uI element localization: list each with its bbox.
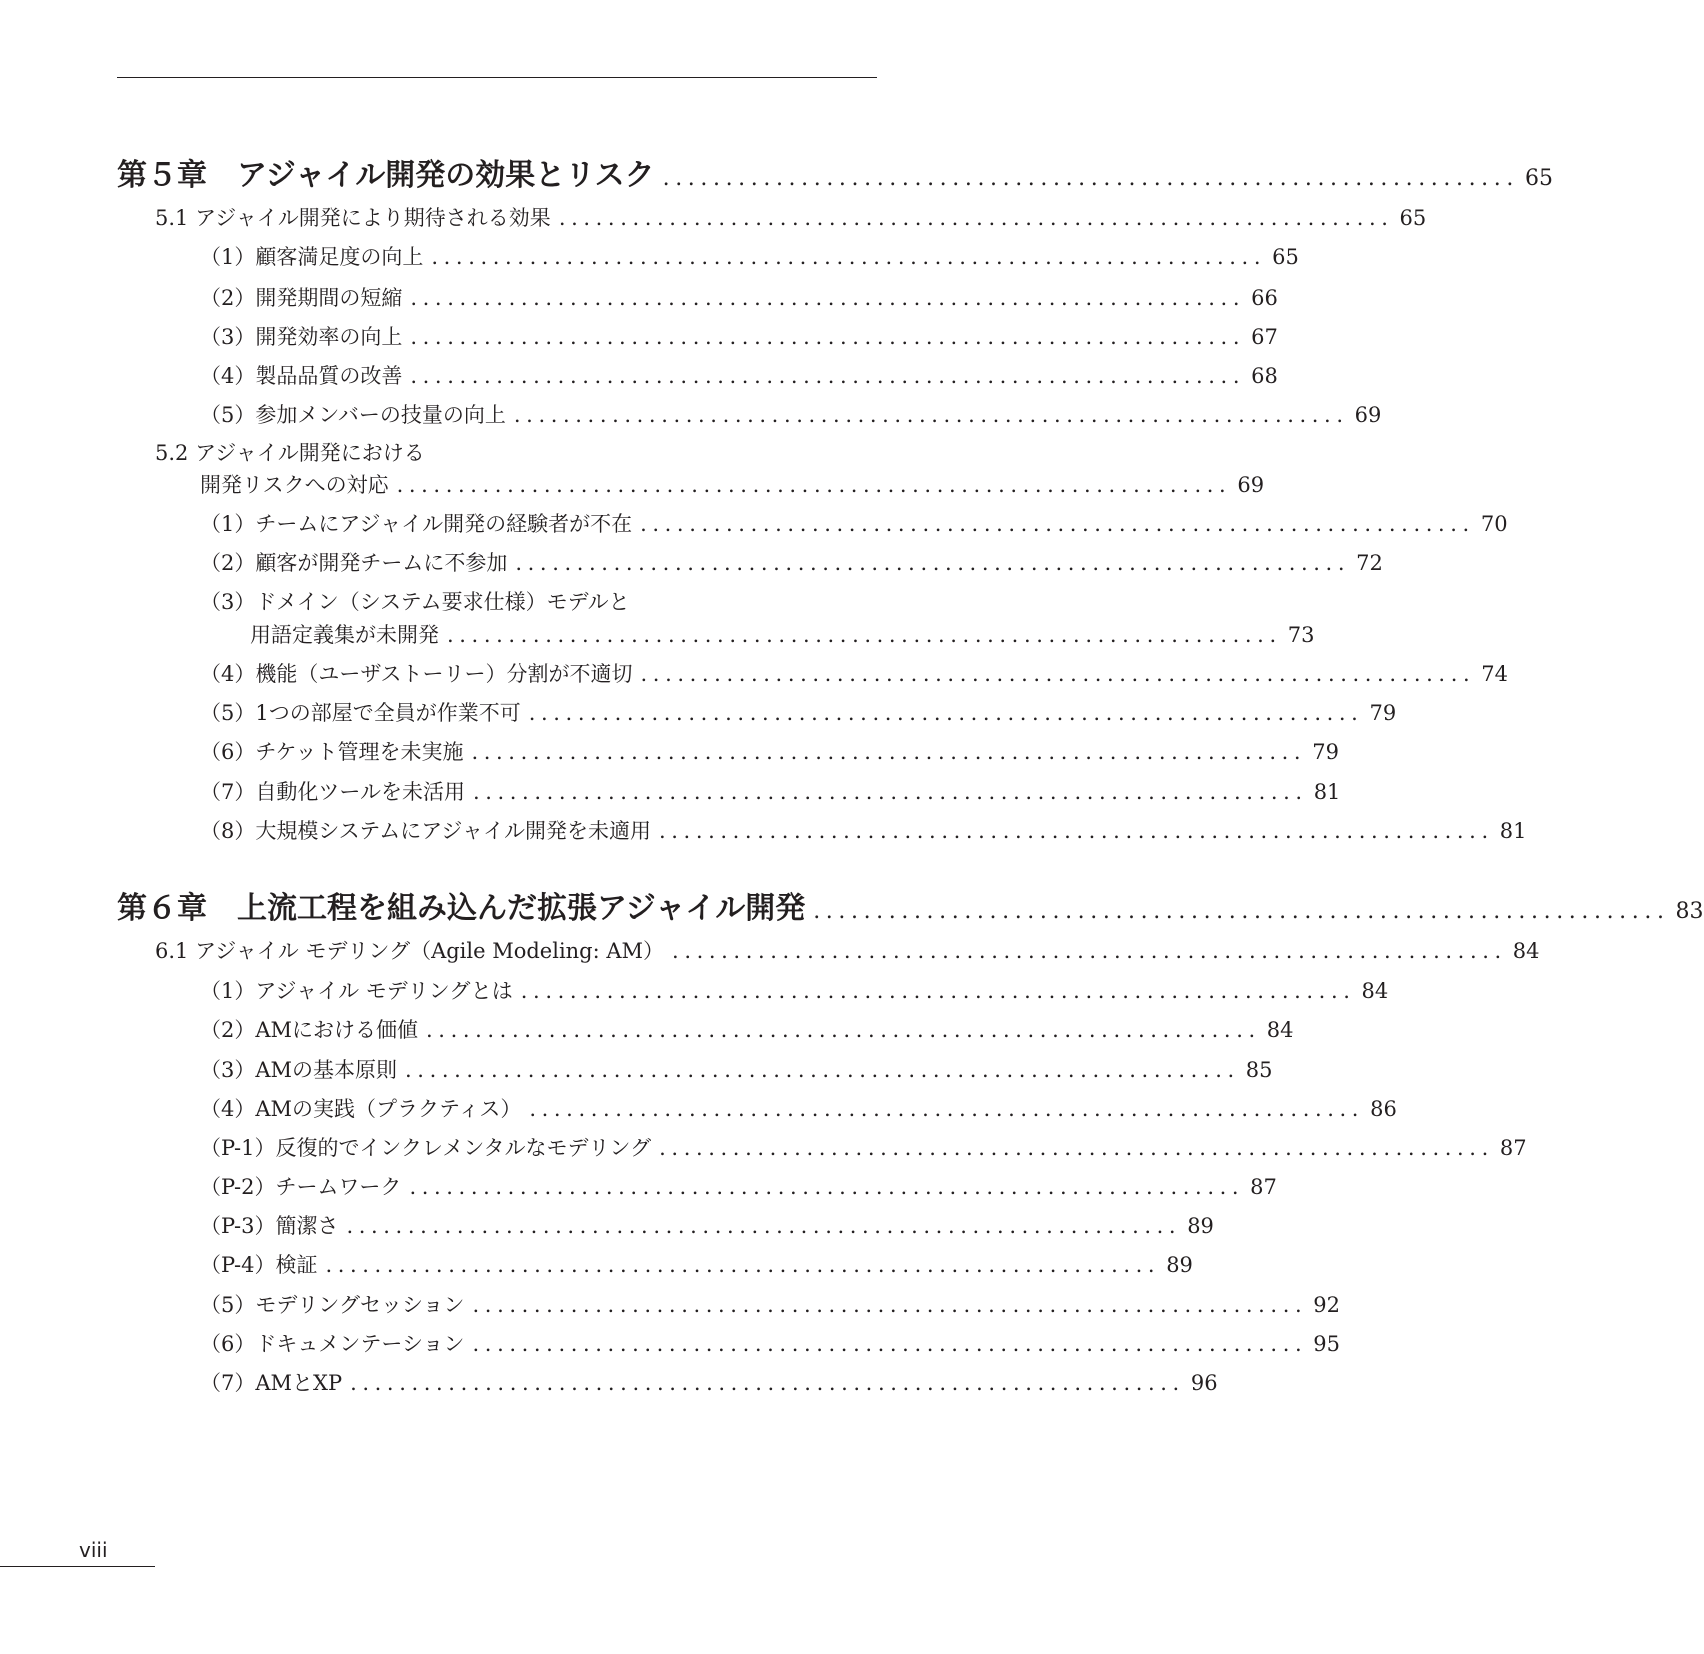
page-number: 70 [1480, 512, 1508, 536]
page-number: 83 [1675, 899, 1704, 924]
toc-item[interactable] [200, 1367, 1218, 1397]
page-number: 92 [1313, 1293, 1340, 1317]
item-title: （4）AMの実践（プラクティス） [200, 1097, 522, 1121]
toc-item[interactable] [200, 1093, 1397, 1123]
page-number: 67 [1251, 325, 1278, 349]
leader-dots: .................................................................... [405, 1058, 1240, 1082]
page-number: 86 [1370, 1097, 1397, 1121]
leader-dots: .................................................................... [431, 245, 1267, 269]
item-title: （3）開発効率の向上 [200, 325, 403, 349]
leader-dots: .................................................................... [325, 1253, 1161, 1277]
leader-dots: .................................................................... [410, 325, 1246, 349]
toc-item[interactable] [200, 1171, 1277, 1201]
chapter-6-heading[interactable] [117, 883, 1704, 927]
leader-dots: .................................................................... [426, 1018, 1261, 1042]
leader-dots: .................................................................... [346, 1214, 1182, 1238]
leader-dots: .................................................................... [410, 364, 1246, 388]
section-title: 開発リスクへの対応 [200, 473, 389, 497]
toc-item[interactable] [200, 975, 1389, 1005]
leader-dots: .................................................................... [640, 662, 1476, 686]
section-title: 6.1 アジャイル モデリング（Agile Modeling: AM） [155, 939, 665, 963]
item-title: （1）チームにアジャイル開発の経験者が不在 [200, 512, 633, 536]
item-title: 用語定義集が未開発 [250, 623, 439, 647]
leader-dots: .................................................................... [662, 166, 1519, 191]
page-number: 84 [1512, 939, 1540, 963]
toc-item[interactable] [200, 241, 1299, 271]
toc-item[interactable] [200, 547, 1383, 577]
leader-dots: .................................................................... [659, 1136, 1494, 1160]
item-title: （4）機能（ユーザストーリー）分割が不適切 [200, 662, 633, 686]
leader-dots: .................................................................... [813, 899, 1670, 924]
leader-dots: .................................................................... [472, 780, 1308, 804]
leader-dots: .................................................................... [515, 551, 1351, 575]
leader-dots: .................................................................... [513, 403, 1349, 427]
item-title: （4）製品品質の改善 [200, 364, 403, 388]
chapter-title: 第６章 上流工程を組み込んだ拡張アジャイル開発 [117, 891, 806, 926]
item-title: （2）AMにおける価値 [200, 1018, 419, 1042]
toc-item[interactable] [200, 360, 1278, 390]
toc-item[interactable] [200, 1289, 1340, 1319]
item-title: （P-1）反復的でインクレメンタルなモデリング [200, 1136, 652, 1160]
item-title: （1）アジャイル モデリングとは [200, 979, 513, 1003]
page-number: 81 [1313, 780, 1341, 804]
item-title: （2）開発期間の短縮 [200, 286, 403, 310]
leader-dots: .................................................................... [520, 979, 1356, 1003]
leader-dots: .................................................................... [410, 286, 1246, 310]
leader-dots: .................................................................... [472, 1332, 1308, 1356]
page-number: 87 [1499, 1136, 1527, 1160]
leader-dots: .................................................................... [558, 206, 1394, 230]
leader-dots: .................................................................... [528, 701, 1364, 725]
page-number: 81 [1499, 819, 1527, 843]
page-number: 69 [1354, 403, 1382, 427]
item-title: （7）自動化ツールを未活用 [200, 780, 465, 804]
item-title: （7）AMとXP [200, 1371, 343, 1395]
page-number: 84 [1361, 979, 1389, 1003]
leader-dots: .................................................................... [396, 473, 1232, 497]
toc-item[interactable] [200, 508, 1508, 538]
leader-dots: .................................................................... [640, 512, 1475, 536]
page-number: 85 [1245, 1058, 1273, 1082]
toc-item[interactable] [200, 736, 1339, 766]
leader-dots: .................................................................... [409, 1175, 1245, 1199]
page-number: 65 [1272, 245, 1299, 269]
page-folio: viii [79, 1538, 108, 1562]
bottom-rule [0, 1566, 155, 1567]
item-title: （3）AMの基本原則 [200, 1058, 398, 1082]
page-number: 68 [1251, 364, 1278, 388]
chapter-title: 第５章 アジャイル開発の効果とリスク [117, 158, 655, 193]
item-title: （5）モデリングセッション [200, 1293, 465, 1317]
item-title-line1: （3）ドメイン（システム要求仕様）モデルと [200, 590, 630, 614]
page-number: 72 [1356, 551, 1383, 575]
toc-item[interactable] [200, 1132, 1527, 1162]
section-title: 5.1 アジャイル開発により期待される効果 [155, 206, 551, 230]
leader-dots: .................................................................... [350, 1371, 1185, 1395]
item-title: （5）参加メンバーの技量の向上 [200, 403, 506, 427]
item-title: （1）顧客満足度の向上 [200, 245, 424, 269]
toc-section-5-1[interactable] [155, 202, 1427, 232]
page-number: 65 [1399, 206, 1427, 230]
item-title: （6）ドキュメンテーション [200, 1332, 465, 1356]
toc-item[interactable] [200, 1014, 1294, 1044]
toc-section-5-2[interactable] [200, 469, 1265, 499]
leader-dots: .................................................................... [472, 1293, 1308, 1317]
leader-dots: .................................................................... [529, 1097, 1365, 1121]
section-title-line1: 5.2 アジャイル開発における [155, 441, 425, 465]
toc-item[interactable] [200, 697, 1397, 727]
toc-item[interactable] [200, 776, 1341, 806]
item-title: （5）1つの部屋で全員が作業不可 [200, 701, 521, 725]
page-number: 95 [1313, 1332, 1340, 1356]
toc-item[interactable] [200, 1054, 1273, 1084]
chapter-5-heading[interactable] [117, 150, 1553, 194]
item-title: （P-3）簡潔さ [200, 1214, 339, 1238]
leader-dots: .................................................................... [471, 740, 1307, 764]
page-number: 96 [1190, 1371, 1218, 1395]
toc-item[interactable] [200, 658, 1508, 688]
page-number: 69 [1237, 473, 1265, 497]
page-number: 65 [1524, 166, 1553, 191]
item-title: （P-4）検証 [200, 1253, 318, 1277]
item-title: （8）大規模システムにアジャイル開発を未適用 [200, 819, 651, 843]
toc-item[interactable] [200, 321, 1278, 351]
toc-section-6-1[interactable] [155, 935, 1540, 965]
toc-item[interactable] [200, 1328, 1340, 1358]
page-number: 73 [1287, 623, 1315, 647]
toc-item[interactable] [200, 1249, 1193, 1279]
page-number: 89 [1187, 1214, 1214, 1238]
item-title: （P-2）チームワーク [200, 1175, 402, 1199]
leader-dots: .................................................................... [672, 939, 1507, 963]
page-number: 74 [1481, 662, 1508, 686]
page-number: 66 [1251, 286, 1278, 310]
toc-item[interactable] [200, 815, 1527, 845]
item-title: （6）チケット管理を未実施 [200, 740, 464, 764]
page-number: 79 [1312, 740, 1339, 764]
page-number: 89 [1166, 1253, 1193, 1277]
leader-dots: .................................................................... [447, 623, 1282, 647]
page-number: 84 [1266, 1018, 1294, 1042]
toc-item[interactable] [250, 619, 1315, 649]
toc-item[interactable] [200, 282, 1278, 312]
toc-item[interactable] [200, 399, 1382, 429]
toc-item[interactable] [200, 1210, 1214, 1240]
item-title: （2）顧客が開発チームに不参加 [200, 551, 508, 575]
leader-dots: .................................................................... [659, 819, 1494, 843]
page-number: 87 [1250, 1175, 1277, 1199]
page-number: 79 [1369, 701, 1397, 725]
